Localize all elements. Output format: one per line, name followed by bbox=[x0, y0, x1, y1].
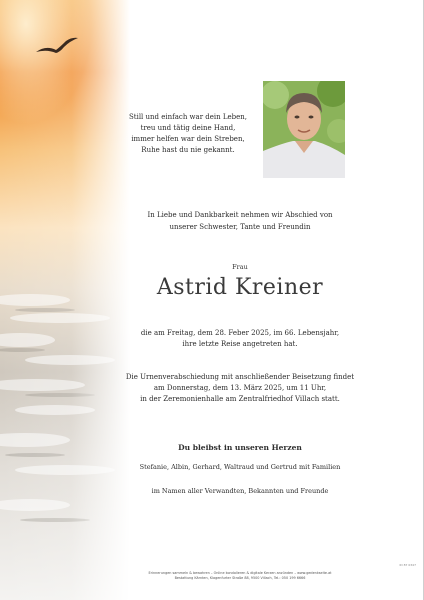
deceased-name: Astrid Kreiner bbox=[156, 275, 324, 300]
ceremony-line: Die Urnenverabschiedung mit anschließender Beisetzung findet bbox=[125, 373, 355, 381]
family-names: Stefanie, Albin, Gerhard, Waltraud und Gertrud mit Familien bbox=[139, 463, 341, 471]
intro-line: In Liebe und Dankbarkeit nehmen wir Abschied von bbox=[147, 211, 333, 219]
footer-line: Erinnerungen sammeln & bewahren – Online kondolieren & digitale Kerzen anzünden – www.gedenkseite.at bbox=[148, 571, 332, 575]
print-code: ID 87 0347 bbox=[399, 563, 416, 567]
footer bbox=[90, 571, 390, 581]
poem-line: Ruhe hast du nie gekannt. bbox=[141, 146, 235, 154]
ceremony-line: am Donnerstag, dem 13. März 2025, um 11 Uhr, bbox=[153, 384, 327, 392]
relatives-line: im Namen aller Verwandten, Bekannten und Freunde bbox=[151, 487, 329, 495]
death-line: ihre letzte Reise angetreten hat. bbox=[182, 340, 298, 348]
intro-line: unserer Schwester, Tante und Freundin bbox=[169, 223, 311, 231]
footer-line: Bestattung Kärnten, Klagenfurter Straße 88, 9500 Villach, Tel.: 050 199 6666 bbox=[174, 576, 306, 580]
poem-line: treu und tätig deine Hand, bbox=[140, 124, 236, 132]
ceremony-details bbox=[90, 372, 390, 405]
death-notice bbox=[90, 328, 390, 350]
intro-text bbox=[90, 209, 390, 233]
death-line: die am Freitag, dem 28. Feber 2025, im 66. Lebensjahr, bbox=[140, 329, 340, 337]
name-prefix: Frau bbox=[232, 263, 248, 271]
motto: Du bleibst in unseren Herzen bbox=[178, 443, 302, 452]
poem-line: Still und einfach war dein Leben, bbox=[128, 113, 248, 121]
poem-line: immer helfen war dein Streben, bbox=[131, 135, 245, 143]
sunset-sea-artwork bbox=[0, 0, 130, 600]
poem bbox=[88, 112, 288, 156]
ceremony-line: in der Zeremonienhalle am Zentralfriedhof Villach statt. bbox=[140, 395, 340, 403]
